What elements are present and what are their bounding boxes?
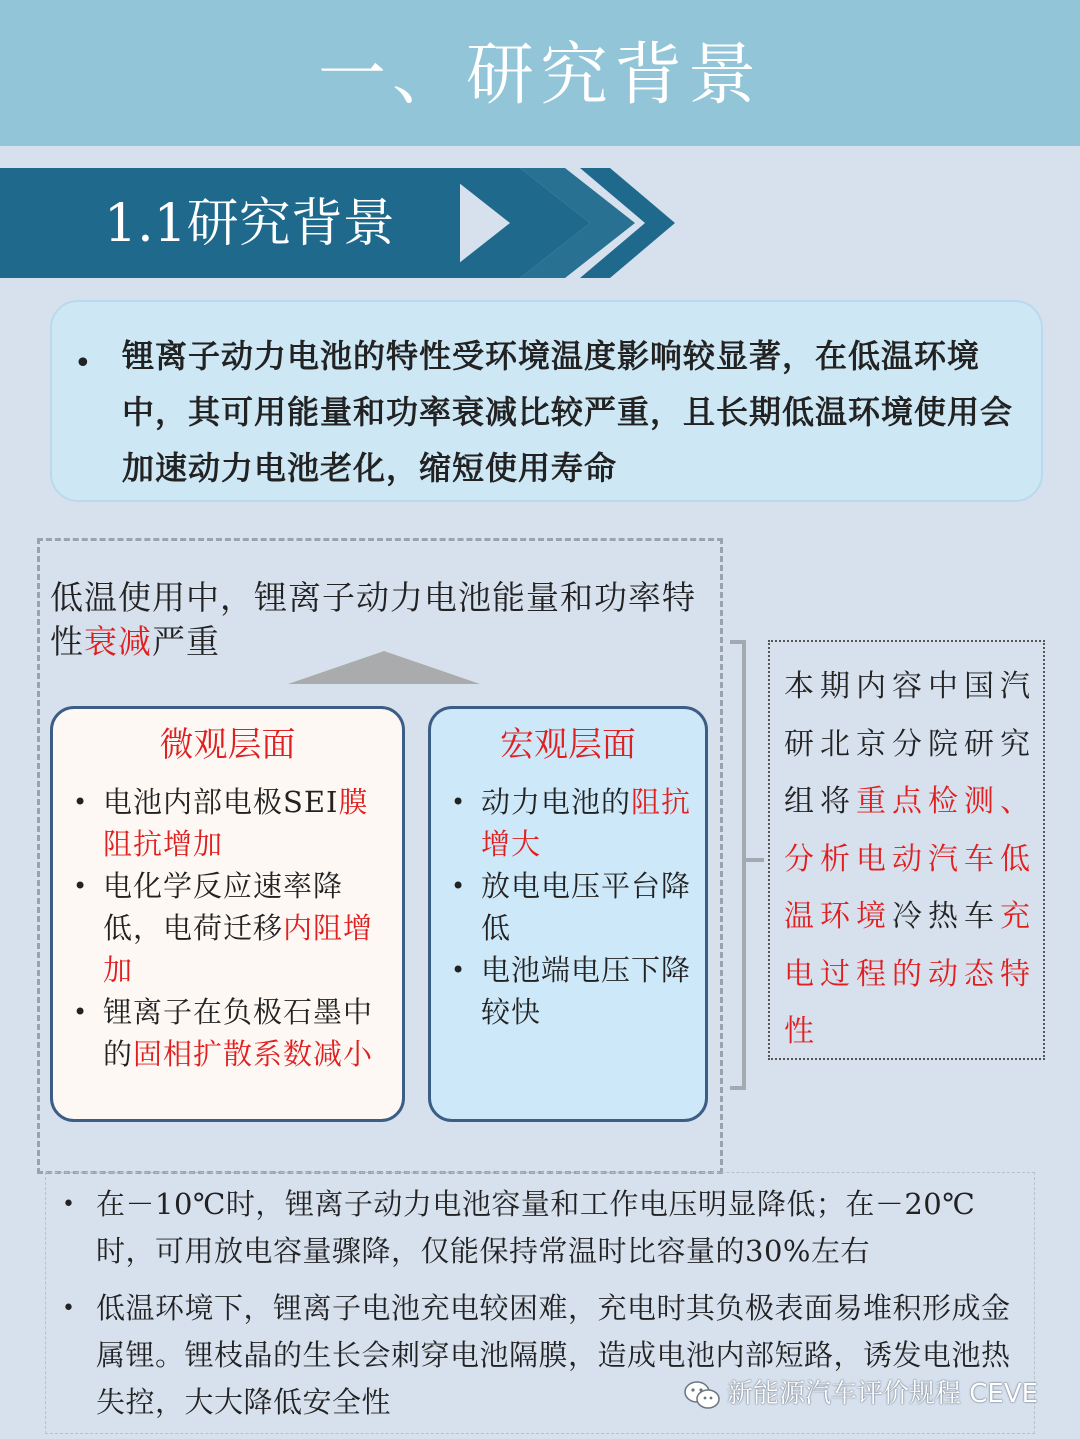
micro-heading: 微观层面 bbox=[159, 725, 296, 765]
summary-highlight: 衰减 bbox=[84, 622, 152, 661]
list-item: • 动力电池的阻抗增大 bbox=[449, 781, 699, 865]
up-arrow-icon bbox=[288, 651, 480, 684]
macro-heading: 宏观层面 bbox=[500, 725, 636, 765]
bullet-icon: • bbox=[74, 346, 92, 381]
summary-part3: 严重 bbox=[152, 622, 220, 661]
side-note-box bbox=[768, 640, 1045, 1060]
bracket-icon bbox=[728, 640, 768, 1090]
watermark bbox=[683, 1374, 1038, 1414]
list-item: • 锂离子在负极石墨中的固相扩散系数减小 bbox=[71, 991, 396, 1075]
page-title: 一、研究背景 bbox=[317, 36, 762, 115]
bullet-icon: • bbox=[451, 872, 467, 900]
side-note-text: 本期内容中国汽研北京分院研究组将重点检测、分析电动汽车低温环境冷热车充电过程的动态特性 bbox=[784, 669, 1034, 1049]
bullet-icon: • bbox=[73, 872, 89, 900]
bullet-icon: • bbox=[73, 788, 89, 816]
summary-part1: 低温使用中，锂离子动力电池能量和功率特性 bbox=[50, 578, 696, 661]
watermark-text: 新能源汽车评价规程 CEVE bbox=[727, 1379, 1039, 1409]
list-item: • 电化学反应速率降低，电荷迁移内阻增加 bbox=[71, 865, 396, 991]
section-banner bbox=[0, 168, 680, 278]
macro-list bbox=[449, 781, 699, 1033]
intro-text: 锂离子动力电池的特性受环境温度影响较显著，在低温环境中，其可用能量和功率衰减比较严重，且长期低温环境使用会加速动力电池老化，缩短使用寿命 bbox=[122, 337, 1014, 487]
bullet-icon: • bbox=[62, 1192, 76, 1217]
bullet-icon: • bbox=[451, 788, 467, 816]
macro-panel bbox=[428, 706, 708, 1122]
section-title: 1.1研究背景 bbox=[104, 194, 395, 254]
wechat-icon bbox=[683, 1379, 721, 1411]
bullet-icon: • bbox=[451, 956, 467, 984]
list-item: • 电池端电压下降较快 bbox=[449, 949, 699, 1033]
title-band bbox=[0, 0, 1080, 146]
list-item: • 在－10℃时，锂离子动力电池容量和工作电压明显降低；在－20℃时，可用放电容量骤降，仅能保持常温时比容量的30%左右 bbox=[62, 1181, 1022, 1275]
intro-box bbox=[50, 300, 1043, 502]
micro-list bbox=[71, 781, 396, 1075]
list-item: • 低温环境下，锂离子电池充电较困难，充电时其负极表面易堆积形成金属锂。锂枝晶的生长会刺穿电池隔膜，造成电池内部短路，诱发电池热失控，大大降低安全性 bbox=[62, 1285, 1022, 1426]
list-item: • 放电电压平台降低 bbox=[449, 865, 699, 949]
bullet-icon: • bbox=[73, 998, 89, 1026]
micro-panel bbox=[50, 706, 405, 1122]
list-item: • 电池内部电极SEI膜阻抗增加 bbox=[71, 781, 396, 865]
bullet-icon: • bbox=[62, 1296, 76, 1321]
